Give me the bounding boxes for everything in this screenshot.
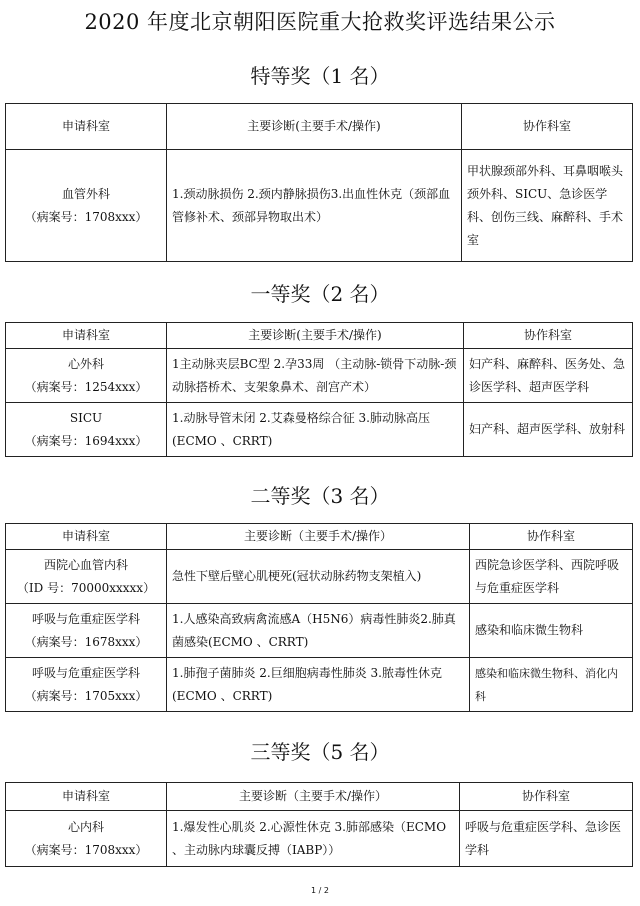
- table-header-row: [6, 104, 633, 150]
- dept-name: 心外科: [67, 356, 104, 371]
- award-table-special: [5, 103, 633, 262]
- diagnosis-cell: 1.肺孢子菌肺炎 2.巨细胞病毒性肺炎 3.脓毒性休克(ECMO 、CRRT): [167, 658, 470, 712]
- document-title: 2020 年度北京朝阳医院重大抢救奖评选结果公示: [84, 10, 556, 34]
- diagnosis-cell: 急性下壁后壁心肌梗死(冠状动脉药物支架植入): [167, 550, 470, 604]
- coop-cell: 妇产科、麻醉科、医务处、急诊医学科、超声医学科: [464, 349, 633, 403]
- diagnosis-cell: 1.动脉导管未闭 2.艾森曼格综合征 3.肺动脉高压(ECMO 、CRRT): [167, 403, 464, 457]
- case-number: （ID 号：70000xxxxx）: [16, 580, 156, 595]
- case-number: （病案号：1678xxx）: [24, 634, 148, 649]
- table-row: [6, 550, 633, 604]
- coop-cell: 西院急诊医学科、西院呼吸与危重症医学科: [470, 550, 633, 604]
- table-row: [6, 811, 633, 867]
- header-coop: 协作科室: [464, 323, 633, 349]
- header-diagnosis: 主要诊断（主要手术/操作）: [167, 783, 460, 811]
- coop-cell: 感染和临床微生物科、消化内科: [470, 658, 633, 712]
- coop-cell: 甲状腺颈部外科、耳鼻咽喉头颈外科、SICU、急诊医学科、创伤三线、麻醉科、手术室: [462, 150, 633, 262]
- table-header-row: [6, 524, 633, 550]
- case-number: （病案号：1694xxx）: [24, 433, 148, 448]
- table-row: [6, 658, 633, 712]
- case-number: （病案号：1705xxx）: [24, 688, 148, 703]
- dept-cell: [6, 604, 167, 658]
- table-row: [6, 604, 633, 658]
- header-diagnosis: 主要诊断(主要手术/操作): [167, 323, 464, 349]
- dept-name: 心内科: [67, 819, 104, 834]
- header-diagnosis: 主要诊断（主要手术/操作）: [167, 524, 470, 550]
- dept-name: 血管外科: [61, 186, 110, 201]
- dept-name: SICU: [69, 410, 103, 425]
- header-coop: 协作科室: [460, 783, 633, 811]
- case-number: （病案号：1708xxx）: [24, 209, 148, 224]
- dept-cell: [6, 658, 167, 712]
- table-row: [6, 150, 633, 262]
- section-title-third: 三等奖（5 名）: [250, 740, 390, 764]
- coop-cell: 感染和临床微生物科: [470, 604, 633, 658]
- header-dept: 申请科室: [6, 524, 167, 550]
- header-dept: 申请科室: [6, 783, 167, 811]
- diagnosis-cell: 1.颈动脉损伤 2.颈内静脉损伤3.出血性休克（颈部血管修补术、颈部异物取出术）: [167, 150, 462, 262]
- diagnosis-cell: 1.爆发性心肌炎 2.心源性休克 3.肺部感染（ECMO 、主动脉内球囊反搏（IABP））: [167, 811, 460, 867]
- dept-cell: [6, 150, 167, 262]
- diagnosis-cell: 1主动脉夹层BC型 2.孕33周 （主动脉-锁骨下动脉-颈动脉搭桥术、支架象鼻术、剖宫产术）: [167, 349, 464, 403]
- table-row: [6, 403, 633, 457]
- coop-cell: 妇产科、超声医学科、放射科: [464, 403, 633, 457]
- award-table-second: [5, 523, 633, 712]
- header-diagnosis: 主要诊断(主要手术/操作): [167, 104, 462, 150]
- case-number: （病案号：1708xxx）: [24, 842, 148, 857]
- header-coop: 协作科室: [462, 104, 633, 150]
- table-header-row: [6, 783, 633, 811]
- table-row: [6, 349, 633, 403]
- dept-cell: [6, 403, 167, 457]
- dept-name: 呼吸与危重症医学科: [31, 665, 140, 680]
- page-number: 1 / 2: [311, 886, 329, 895]
- diagnosis-cell: 1.人感染高致病禽流感A（H5N6）病毒性肺炎2.肺真菌感染(ECMO 、CRRT): [167, 604, 470, 658]
- dept-cell: [6, 349, 167, 403]
- dept-cell: [6, 811, 167, 867]
- header-dept: 申请科室: [6, 104, 167, 150]
- section-title-special: 特等奖（1 名）: [250, 64, 390, 88]
- case-number: （病案号：1254xxx）: [24, 379, 148, 394]
- dept-name: 呼吸与危重症医学科: [31, 611, 140, 626]
- award-table-first: [5, 322, 633, 457]
- award-table-third: [5, 782, 633, 867]
- section-title-second: 二等奖（3 名）: [250, 484, 390, 508]
- header-dept: 申请科室: [6, 323, 167, 349]
- dept-cell: [6, 550, 167, 604]
- table-header-row: [6, 323, 633, 349]
- dept-name: 西院心血管内科: [43, 557, 128, 572]
- coop-cell: 呼吸与危重症医学科、急诊医学科: [460, 811, 633, 867]
- header-coop: 协作科室: [470, 524, 633, 550]
- section-title-first: 一等奖（2 名）: [250, 282, 390, 306]
